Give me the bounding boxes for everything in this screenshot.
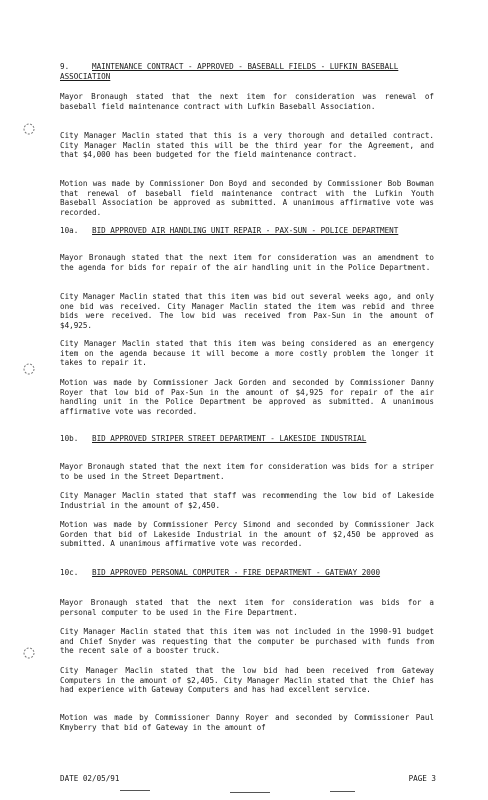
item-number: 9.	[60, 62, 70, 71]
paragraph: Mayor Bronaugh stated that the next item for consideration was an amendment to the agenda for bids for repair of the air handling unit in the Police Department.	[60, 253, 434, 272]
footer-date: DATE 02/05/91	[60, 774, 120, 783]
paragraph: Mayor Bronaugh stated that the next item for consideration was renewal of baseball field maintenance contract with Lufkin Baseball Association.	[60, 92, 434, 111]
paragraph: City Manager Maclin stated that this item was being considered as an emergency item on the agenda because it will become a more costly problem the longer it takes to repair it.	[60, 339, 434, 368]
scan-artifact	[120, 790, 150, 791]
paragraph: Motion was made by Commissioner Jack Gorden and seconded by Commissioner Danny Royer that low bid of Pax-Sun in the amount of $4,925 for repair of the air handling unit in the Police Department be approved as submitted. A unanimous affirmative vote was recorded.	[60, 378, 434, 416]
item-number: 10c.	[60, 568, 79, 577]
agenda-item-10a	[60, 226, 434, 236]
scan-artifact	[330, 791, 355, 792]
item-number: 10b.	[60, 434, 79, 443]
paragraph: City Manager Maclin stated that this is a very thorough and detailed contract. City Manager Maclin stated this will be the third year for the Agreement, and that $4,000 has been budgeted for the field maintenance contract.	[60, 131, 434, 160]
agenda-item-10b	[60, 434, 434, 444]
paragraph: City Manager Maclin stated that this item was not included in the 1990-91 budget and Chief Snyder was requesting that the computer be purchased with funds from the recent sale of a booster truck.	[60, 627, 434, 656]
paragraph: Mayor Bronaugh stated that the next item for consideration was bids for a striper to be used in the Street Department.	[60, 462, 434, 481]
item-title: BID APPROVED AIR HANDLING UNIT REPAIR - PAX-SUN - POLICE DEPARTMENT	[92, 226, 399, 235]
paragraph: Motion was made by Commissioner Don Boyd and seconded by Commissioner Bob Bowman that renewal of baseball field maintenance contract with the Lufkin Youth Baseball Association be approved as submitted. A unanimous affirmative vote was recorded.	[60, 179, 434, 217]
paragraph: City Manager Maclin stated that the low bid had been received from Gateway Computers in the amount of $2,405. City Manager Maclin stated that the Chief has had experience with Gateway Computers and has had excellent service.	[60, 666, 434, 695]
item-number: 10a.	[60, 226, 79, 235]
agenda-item-9	[60, 62, 434, 81]
punch-hole-mark	[22, 362, 36, 376]
paragraph: City Manager Maclin stated that staff was recommending the low bid of Lakeside Industrial in the amount of $2,450.	[60, 491, 434, 510]
punch-hole-mark	[22, 122, 36, 136]
footer-page-number: PAGE 3	[408, 774, 436, 783]
punch-hole-mark	[22, 646, 36, 660]
item-title: BID APPROVED STRIPER STREET DEPARTMENT - LAKESIDE INDUSTRIAL	[92, 434, 367, 443]
item-title: BID APPROVED PERSONAL COMPUTER - FIRE DEPARTMENT - GATEWAY 2000	[92, 568, 381, 577]
item-title: MAINTENANCE CONTRACT - APPROVED - BASEBALL FIELDS - LUFKIN BASEBALL ASSOCIATION	[60, 62, 399, 81]
paragraph: Mayor Bronaugh stated that the next item for consideration was bids for a personal computer to be used in the Fire Department.	[60, 598, 434, 617]
paragraph: Motion was made by Commissioner Percy Simond and seconded by Commissioner Jack Gorden that bid of Lakeside Industrial in the amount of $2,450 be approved as submitted. A unanimous affirmative vote was recorded.	[60, 520, 434, 549]
paragraph: City Manager Maclin stated that this item was bid out several weeks ago, and only one bid was received. City Manager Maclin stated the item was rebid and three bids were received. The low bid was received from Pax-Sun in the amount of $4,925.	[60, 292, 434, 330]
scan-artifact	[230, 792, 270, 793]
agenda-item-10c	[60, 568, 434, 578]
paragraph: Motion was made by Commissioner Danny Royer and seconded by Commissioner Paul Kmyberry that bid of Gateway in the amount of	[60, 713, 434, 732]
